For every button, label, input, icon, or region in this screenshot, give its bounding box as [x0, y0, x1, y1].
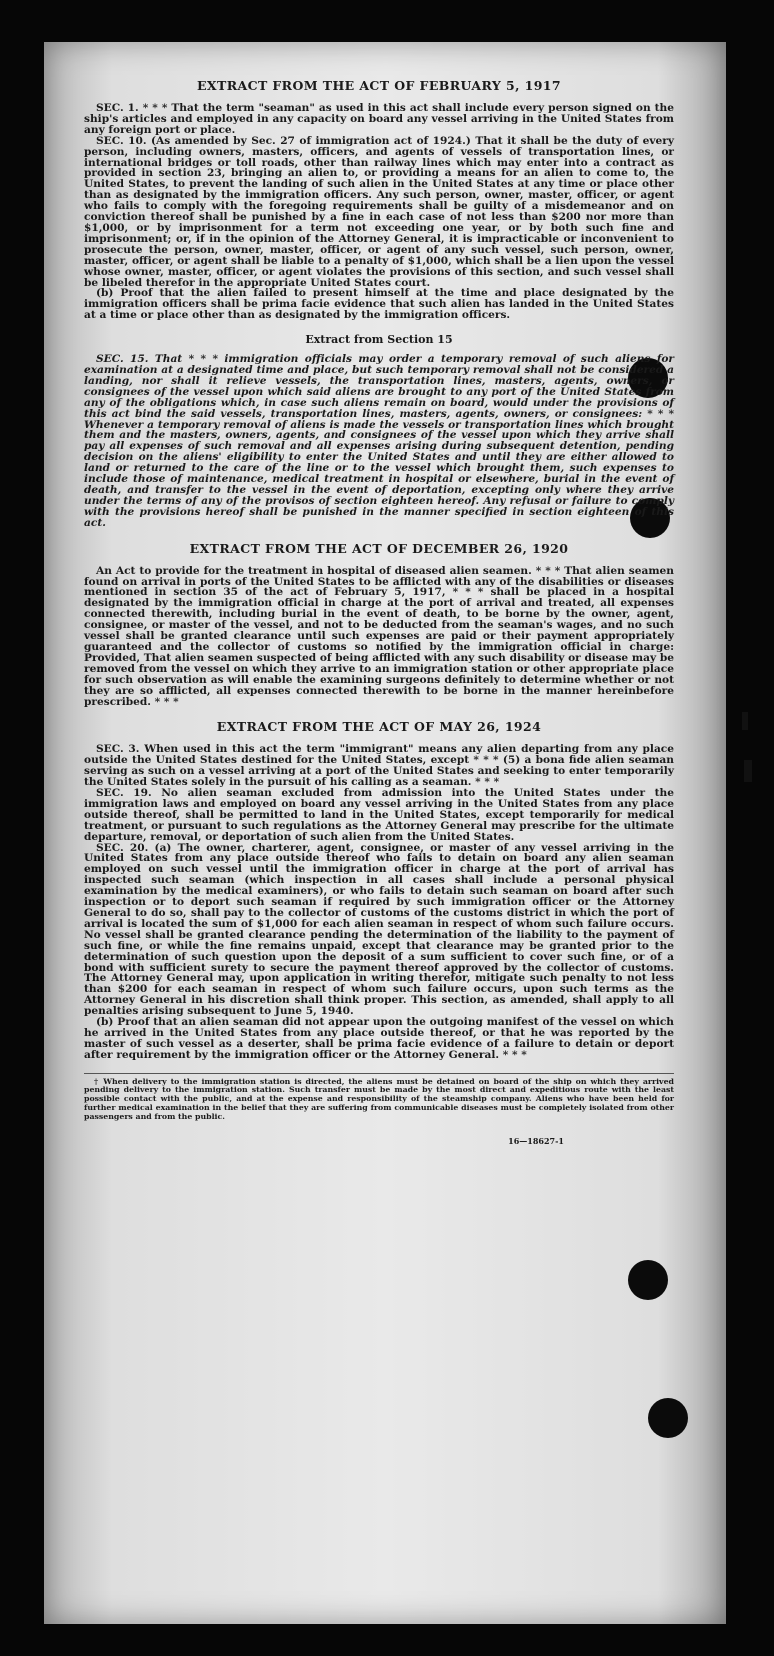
paragraph: (b) Proof that an alien seaman did not appear upon the outgoing manifest of the vessel on which he arrived in the United States from any place outside thereof, or that he was reported by the master of such vessel as a deserter, shall be prima facie evidence of a failure to detain or deport after requirement by the immigration officer or the Attorney General. * * * — [84, 1016, 674, 1061]
section-15-extract — [84, 333, 674, 529]
punch-hole — [628, 1260, 668, 1300]
footnote: † When delivery to the immigration station is directed, the aliens must be detained on board of the ship on which they arrived pending delivery to the immigration station. Such transfer must be made by the most direct and expeditious route with the least possible contact with the public, and at the expense and responsibility of the steamship company. Aliens who have been held for further medical examination in the belief that they are suffering from communicable diseases must be completely isolated from other passengers and from the public. — [84, 1073, 674, 1122]
paragraph: SEC. 10. (As amended by Sec. 27 of immigration act of 1924.) That it shall be the duty of every person, including owners, masters, officers, and agents of vessels of transportation lines, or international bridges or toll roads, other than railway lines which may enter into a contract as provided in section 23, bringing an alien to, or providing a means for an alien to come to, the United States, to prevent the landing of such alien in the United States at any time or place other than as designated by the immigration officers. Any such person, owner, master, officer, or agent who fails to comply with the foregoing requirements shall be guilty of a misdemeanor and on conviction thereof shall be punished by a fine in each case of not less than $200 nor more than $1,000, or by imprisonment for a term not exceeding one year, or by both such fine and imprisonment; or, if in the opinion of the Attorney General, it is impracticable or inconvenient to prosecute the person, owner, master, officer, or agent of any such vessel, such person, owner, master, officer, or agent shall be liable to a penalty of $1,000, which shall be a lien upon the vessel whose owner, master, officer, or agent violates the provisions of this section, and such vessel shall be libeled therefor in the appropriate United States court. — [84, 134, 674, 289]
paragraph: SEC. 15. That * * * immigration officials may order a temporary removal of such aliens for examination at a designated time and place, but such temporary removal shall not be considered a landing, nor shall it relieve vessels, the transportation lines, masters, agents, owners, or consignees of the vessel upon which said aliens are brought to any port of the United States from any of the obligations which, in case such aliens remain on board, would under the provisions of this act bind the said vessels, transportation lines, masters, agents, owners, or consignees: * * * Whenever a temporary removal of aliens is made the vessels or transportation lines which brought them and the masters, owners, agents, and consignees of the vessel upon which they arrive shall pay all expenses of such removal and all expenses arising during subsequent detention, pending decision on the aliens' eligibility to enter the United States and until they are either allowed to land or returned to the care of the line or to the vessel which brought them, such expenses to include those of maintenance, medical treatment in hospital or elsewhere, burial in the event of death, and transfer to the vessel in the event of deportation, excepting only where they arrive under the terms of any of the provisos of section eighteen hereof. Any refusal or failure to comply with the provisions hereof shall be punished in the manner specified in section eighteen of this act. — [84, 353, 674, 529]
paragraph: (b) Proof that the alien failed to present himself at the time and place designated by the immigration officers shall be prima facie evidence that such alien has landed in the United States at a time or place other than as designated by the immigration officers. — [84, 287, 674, 322]
section-heading: EXTRACT FROM THE ACT OF FEBRUARY 5, 1917 — [196, 78, 561, 93]
paragraph: SEC. 20. (a) The owner, charterer, agent, consignee, or master of any vessel arriving in the United States from any place outside thereof who fails to detain on board any alien seaman employed on such vessel until the immigration officer in charge at the port of arrival has inspected such seaman (which inspection in all cases shall include a personal physical examination by the medical examiners), or who fails to detain such seaman on board after such inspection or to deport such seaman if required by such immigration officer or the Attorney General to do so, shall pay to the collector of customs of the customs district in which the port of arrival is located the sum of $1,000 for each alien seaman in respect of whom such failure occurs. No vessel shall be granted clearance pending the determination of the liability to the payment of such fine, or while the fine remains unpaid, except that clearance may be granted prior to the determination of such question upon the deposit of a sum sufficient to cover such fine, or of a bond with sufficient surety to secure the payment thereof approved by the collector of customs. The Attorney General may, upon application in writing therefor, mitigate such penalty to not less than $200 for each seaman in respect of whom such failure occurs, upon such terms as the Attorney General in his discretion shall think proper. This section, as amended, shall apply to all penalties arising subsequent to June 5, 1940. — [84, 841, 674, 1018]
document-text — [84, 78, 674, 1146]
section-heading: EXTRACT FROM THE ACT OF MAY 26, 1924 — [216, 719, 542, 735]
edge-mark — [744, 760, 752, 782]
form-code: 16—18627-1 — [508, 1135, 564, 1146]
paragraph: SEC. 3. When used in this act the term "immigrant" means any alien departing from any place outside the United States destined for the United States, except * * * (5) a bona fide alien seaman serving as such on a vessel arriving at a port of the United States and seeking to enter temporarily the United States solely in the pursuit of his calling as a seaman. * * * — [84, 743, 674, 789]
paragraph: SEC. 1. * * * That the term "seaman" as used in this act shall include every person signed on the ship's articles and employed in any capacity on board any vessel arriving in the United States from any foreign port or place. — [84, 102, 674, 136]
section-subheading: Extract from Section 15 — [305, 333, 453, 347]
section-1920-act — [84, 541, 674, 708]
section-1924-act — [84, 719, 674, 1060]
paragraph: An Act to provide for the treatment in hospital of diseased alien seamen. * * * That alien seamen found on arrival in ports of the United States to be afflicted with any of the disabilities or diseases mentioned in section 35 of the act of February 5, 1917, * * * shall be placed in a hospital designated by the immigration official in charge at the port of arrival and treated, all expenses connected therewith, including burial in the event of death, to be borne by the owner, agent, consignee, or master of the vessel, and not to be deducted from the seaman's wages, and no such vessel shall be granted clearance until such expenses are paid or their payment appropriately guaranteed and the collector of customs so notified by the immigration official in charge: Provided, That alien seamen suspected of being afflicted with any such disability or disease may be removed from the vessel on which they arrive to an immigration station or other appropriate place for such observation as will enable the examining surgeons definitely to determine whether or not they are so afflicted, all expenses connected therewith to be borne in the manner hereinbefore prescribed. * * * — [84, 564, 674, 708]
section-heading: EXTRACT FROM THE ACT OF DECEMBER 26, 1920 — [189, 540, 569, 556]
punch-hole — [648, 1398, 688, 1438]
section-1917-act — [84, 78, 674, 321]
edge-mark — [742, 712, 748, 730]
paragraph: SEC. 19. No alien seaman excluded from admission into the United States under the immigration laws and employed on board any vessel arriving in the United States from any place outside thereof, shall be permitted to land in the United States, except temporarily for medical treatment, or pursuant to such regulations as the Attorney General may prescribe for the ultimate departure, removal, or deportation of such alien from the United States. — [84, 787, 674, 843]
